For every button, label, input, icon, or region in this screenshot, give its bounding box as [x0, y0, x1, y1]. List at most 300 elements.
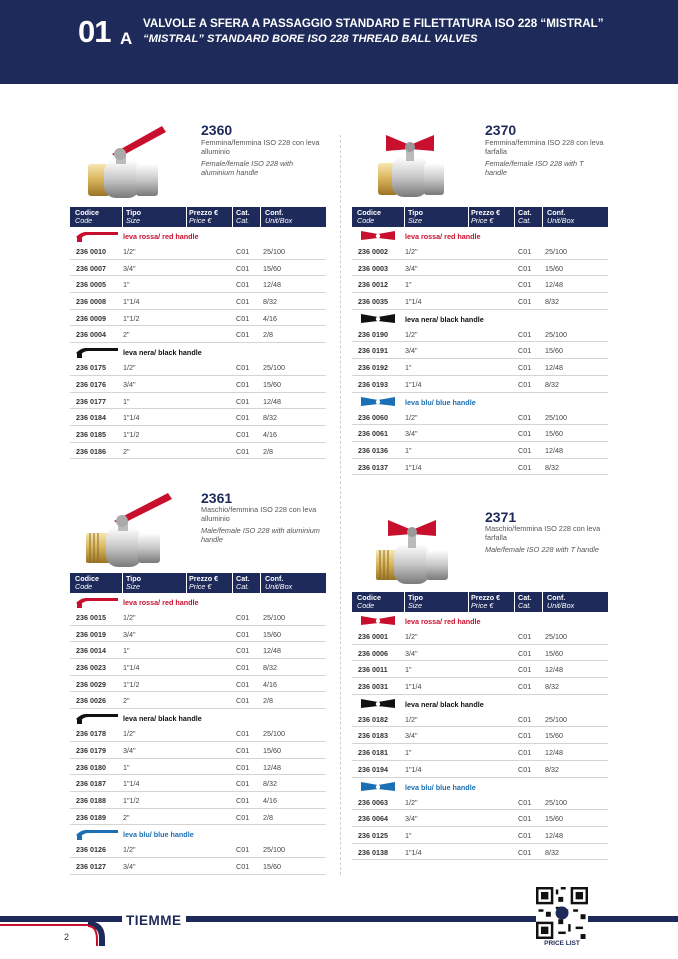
article-code: 236 0179 [76, 745, 106, 755]
price-table [70, 573, 326, 875]
table-row [70, 676, 326, 693]
unit-box: 15/60 [545, 263, 563, 273]
header-size [408, 594, 423, 610]
page-number: 2 [64, 932, 70, 942]
valve-photo-lever [82, 120, 172, 200]
size: 1"1/4 [405, 764, 422, 774]
size: 1" [123, 762, 130, 772]
size: 3/4" [405, 346, 418, 356]
product-description-italian: Femmina/femmina ISO 228 con leva alluminio [201, 138, 320, 156]
header-label: Tipo [408, 208, 424, 217]
header-label-english: Code [357, 601, 375, 610]
header-label-english: Unit/Box [547, 601, 575, 610]
article-code: 236 0014 [76, 646, 106, 656]
article-code: 236 0138 [358, 847, 388, 857]
table-row [352, 827, 608, 844]
header-label-english: Cat. [518, 216, 532, 225]
category: C01 [518, 797, 532, 807]
category: C01 [518, 814, 532, 824]
unit-box: 4/16 [263, 795, 277, 805]
size: 1"1/2 [123, 795, 140, 805]
unit-box: 15/60 [545, 814, 563, 824]
table-row [352, 761, 608, 778]
size: 1"1/2 [123, 679, 140, 689]
table-row [70, 293, 326, 310]
handle-group-label: leva nera/ black handle [123, 348, 202, 358]
table-row [352, 794, 608, 811]
category: C01 [236, 812, 250, 822]
table-row [70, 426, 326, 443]
header-label: Codice [75, 574, 99, 583]
category: C01 [236, 779, 250, 789]
table-row [352, 260, 608, 277]
table-row [352, 844, 608, 861]
header-separator [404, 592, 405, 612]
unit-box: 4/16 [263, 429, 277, 439]
unit-box: 25/100 [545, 632, 567, 641]
header-label: Tipo [126, 208, 142, 217]
page-title-italian: VALVOLE A SFERA A PASSAGGIO STANDARD E FILETTATURA ISO 228 “MISTRAL” [143, 17, 604, 30]
category: C01 [518, 648, 532, 658]
table-row [70, 792, 326, 809]
header-code [357, 209, 381, 225]
category: C01 [236, 861, 250, 871]
unit-box: 25/100 [545, 247, 567, 256]
unit-box: 25/100 [545, 714, 567, 724]
size: 1"1/4 [405, 847, 422, 857]
unit-box: 12/48 [545, 830, 563, 840]
product-description-italian: Femmina/femmina ISO 228 con leva farfalla [485, 138, 604, 156]
table-header [352, 207, 608, 227]
category: C01 [518, 748, 532, 758]
header-label: Cat. [236, 208, 250, 217]
brand-logo [122, 912, 186, 928]
header-label: Cat. [518, 208, 532, 217]
table-row [70, 310, 326, 327]
category: C01 [518, 363, 532, 373]
article-code: 236 0005 [76, 280, 106, 290]
category: C01 [236, 280, 250, 290]
article-code: 236 0126 [76, 845, 106, 855]
table-row [70, 659, 326, 676]
product-code: 2370 [485, 122, 517, 138]
product-code: 2361 [201, 490, 233, 506]
section-number: 01 [78, 14, 111, 49]
header-separator [122, 573, 123, 593]
header-label-english: Size [408, 601, 422, 610]
header-size [126, 575, 141, 591]
article-code: 236 0031 [358, 682, 388, 692]
header-box [547, 209, 574, 225]
product-description-english: Female/female ISO 228 with T handle [485, 159, 584, 177]
size: 1/2" [123, 363, 136, 373]
category: C01 [236, 379, 250, 389]
table-row [352, 678, 608, 695]
product-description-italian: Maschio/femmina ISO 228 con leva farfalla [485, 524, 601, 542]
article-code: 236 0061 [358, 429, 388, 439]
header-label-english: Cat. [518, 601, 532, 610]
unit-box: 25/100 [263, 845, 285, 855]
table-row [70, 443, 326, 460]
category: C01 [518, 830, 532, 840]
header-cat [236, 209, 250, 225]
handle-group-label: leva rossa/ red handle [123, 232, 199, 241]
header-label-english: Size [408, 216, 422, 225]
header-separator [260, 573, 261, 593]
article-code: 236 0063 [358, 797, 388, 807]
handle-group-label: leva nera/ black handle [123, 714, 202, 724]
article-code: 236 0035 [358, 297, 388, 307]
table-row [352, 661, 608, 678]
footer-accent-line [0, 924, 90, 926]
unit-box: 15/60 [263, 745, 281, 755]
unit-box: 15/60 [545, 648, 563, 658]
size: 1"1/4 [123, 297, 140, 307]
size: 1/2" [405, 247, 418, 256]
article-code: 236 0007 [76, 263, 106, 273]
header-label-english: Code [75, 216, 93, 225]
table-row [70, 393, 326, 410]
header-box [547, 594, 574, 610]
article-code: 236 0176 [76, 379, 106, 389]
unit-box: 12/48 [545, 280, 563, 290]
unit-box: 12/48 [263, 762, 281, 772]
unit-box: 15/60 [263, 861, 281, 871]
category: C01 [236, 679, 250, 689]
section-letter: A [120, 29, 133, 48]
table-row [70, 260, 326, 277]
article-code: 236 0003 [358, 263, 388, 273]
header-label-english: Unit/Box [547, 216, 575, 225]
size: 3/4" [123, 263, 136, 273]
table-row [352, 459, 608, 476]
article-code: 236 0002 [358, 247, 388, 256]
size: 2" [123, 696, 130, 706]
header-separator [186, 207, 187, 227]
unit-box: 12/48 [545, 363, 563, 373]
category: C01 [518, 714, 532, 724]
column-divider [340, 135, 341, 875]
header-separator [514, 207, 515, 227]
header-label: Prezzo € [471, 593, 501, 602]
article-code: 236 0060 [358, 412, 388, 422]
size: 1/2" [123, 729, 136, 739]
size: 1" [123, 396, 130, 406]
unit-box: 25/100 [263, 247, 285, 256]
table-row [352, 359, 608, 376]
header-price [471, 209, 500, 225]
handle-group [70, 343, 326, 359]
article-code: 236 0012 [358, 280, 388, 290]
unit-box: 2/8 [263, 446, 273, 456]
page-title-english: “MISTRAL” STANDARD BORE ISO 228 THREAD BALL VALVES [143, 33, 478, 45]
header-separator [260, 207, 261, 227]
table-row [352, 409, 608, 426]
table-row [352, 727, 608, 744]
table-row [70, 243, 326, 260]
table-row [352, 243, 608, 260]
article-code: 236 0127 [76, 861, 106, 871]
unit-box: 12/48 [545, 748, 563, 758]
article-code: 236 0177 [76, 396, 106, 406]
handle-group [352, 393, 608, 409]
unit-box: 12/48 [545, 665, 563, 675]
size: 1" [123, 280, 130, 290]
size: 1/2" [405, 329, 418, 339]
table-row [70, 858, 326, 875]
article-code: 236 0193 [358, 379, 388, 389]
category: C01 [236, 845, 250, 855]
unit-box: 25/100 [545, 797, 567, 807]
unit-box: 25/100 [545, 412, 567, 422]
article-code: 236 0188 [76, 795, 106, 805]
article-code: 236 0187 [76, 779, 106, 789]
header-separator [404, 207, 405, 227]
category: C01 [236, 745, 250, 755]
size: 3/4" [123, 379, 136, 389]
header-label-english: Price € [471, 601, 494, 610]
size: 1"1/2 [123, 429, 140, 439]
handle-group-label: leva rossa/ red handle [123, 598, 199, 607]
article-code: 236 0194 [358, 764, 388, 774]
unit-box: 8/32 [263, 663, 277, 673]
header-label-english: Size [126, 582, 140, 591]
unit-box: 15/60 [263, 379, 281, 389]
category: C01 [236, 330, 250, 340]
size: 1" [405, 665, 412, 675]
article-code: 236 0192 [358, 363, 388, 373]
unit-box: 8/32 [545, 764, 559, 774]
handle-group-label: leva nera/ black handle [405, 314, 484, 324]
table-row [352, 376, 608, 393]
header-label-english: Unit/Box [265, 582, 293, 591]
product-description-english: Female/female ISO 228 with aluminium handle [201, 159, 294, 177]
header-size [126, 209, 141, 225]
product-code: 2371 [485, 509, 517, 525]
unit-box: 8/32 [545, 847, 559, 857]
article-code: 236 0137 [358, 462, 388, 472]
handle-group [352, 695, 608, 711]
article-code: 236 0011 [358, 665, 388, 675]
header-cat [518, 209, 532, 225]
article-code: 236 0183 [358, 731, 388, 741]
table-row [70, 376, 326, 393]
size: 1"1/4 [405, 462, 422, 472]
header-code [75, 575, 99, 591]
article-code: 236 0186 [76, 446, 106, 456]
handle-group [352, 310, 608, 326]
article-code: 236 0026 [76, 696, 106, 706]
unit-box: 2/8 [263, 812, 273, 822]
product-description-italian: Maschio/femmina ISO 228 con leva alluminio [201, 505, 317, 523]
table-row [70, 725, 326, 742]
header-price [189, 575, 218, 591]
unit-box: 12/48 [545, 445, 563, 455]
header-separator [468, 207, 469, 227]
article-code: 236 0029 [76, 679, 106, 689]
table-row [352, 326, 608, 343]
table-row [352, 293, 608, 310]
handle-group-label: leva blu/ blue handle [123, 830, 194, 840]
header-cat [518, 594, 532, 610]
size: 2" [123, 812, 130, 822]
unit-box: 8/32 [545, 379, 559, 389]
valve-photo-butterfly [372, 508, 454, 588]
product-code: 2360 [201, 122, 233, 138]
qr-code-icon[interactable] [536, 887, 588, 939]
article-code: 236 0189 [76, 812, 106, 822]
article-code: 236 0010 [76, 247, 106, 256]
size: 1/2" [123, 613, 136, 622]
size: 3/4" [123, 745, 136, 755]
article-code: 236 0182 [358, 714, 388, 724]
category: C01 [236, 363, 250, 373]
header-label-english: Price € [189, 582, 212, 591]
size: 1" [123, 646, 130, 656]
unit-box: 8/32 [545, 682, 559, 692]
unit-box: 2/8 [263, 696, 273, 706]
size: 1" [405, 280, 412, 290]
category: C01 [518, 379, 532, 389]
article-code: 236 0191 [358, 346, 388, 356]
unit-box: 8/32 [263, 413, 277, 423]
size: 1"1/4 [123, 413, 140, 423]
unit-box: 8/32 [263, 779, 277, 789]
header-code [75, 209, 99, 225]
category: C01 [518, 847, 532, 857]
table-header [70, 573, 326, 593]
table-row [70, 642, 326, 659]
size: 3/4" [405, 263, 418, 273]
table-row [70, 742, 326, 759]
header-box [265, 209, 292, 225]
unit-box: 15/60 [545, 731, 563, 741]
category: C01 [518, 682, 532, 692]
header-separator [186, 573, 187, 593]
table-row [352, 628, 608, 645]
unit-box: 8/32 [263, 297, 277, 307]
header-label: Codice [357, 208, 381, 217]
category: C01 [236, 297, 250, 307]
size: 1"1/4 [405, 682, 422, 692]
unit-box: 4/16 [263, 313, 277, 323]
size: 3/4" [123, 861, 136, 871]
category: C01 [236, 413, 250, 423]
category: C01 [236, 663, 250, 673]
table-row [352, 810, 608, 827]
category: C01 [236, 313, 250, 323]
size: 1/2" [123, 247, 136, 256]
size: 3/4" [123, 629, 136, 639]
unit-box: 12/48 [263, 396, 281, 406]
price-table [70, 207, 326, 459]
header-separator [542, 592, 543, 612]
category: C01 [236, 446, 250, 456]
unit-box: 15/60 [263, 263, 281, 273]
unit-box: 15/60 [545, 429, 563, 439]
size: 1"1/4 [123, 779, 140, 789]
table-row [70, 809, 326, 826]
size: 2" [123, 330, 130, 340]
category: C01 [236, 396, 250, 406]
header-price [471, 594, 500, 610]
table-row [352, 442, 608, 459]
table-row [70, 276, 326, 293]
price-list-label: PRICE LIST [544, 940, 580, 947]
article-code: 236 0175 [76, 363, 106, 373]
article-code: 236 0008 [76, 297, 106, 307]
category: C01 [518, 280, 532, 290]
table-row [352, 711, 608, 728]
unit-box: 15/60 [263, 629, 281, 639]
category: C01 [236, 429, 250, 439]
header-label: Tipo [408, 593, 424, 602]
category: C01 [236, 629, 250, 639]
header-separator [232, 207, 233, 227]
article-code: 236 0064 [358, 814, 388, 824]
header-price [189, 209, 218, 225]
handle-group-label: leva nera/ black handle [405, 699, 484, 709]
category: C01 [518, 731, 532, 741]
header-separator [514, 592, 515, 612]
header-label-english: Cat. [236, 582, 250, 591]
size: 3/4" [405, 648, 418, 658]
category: C01 [518, 445, 532, 455]
category: C01 [518, 263, 532, 273]
category: C01 [236, 646, 250, 656]
header-label-english: Price € [189, 216, 212, 225]
size: 1" [405, 363, 412, 373]
table-row [70, 692, 326, 709]
size: 2" [123, 446, 130, 456]
header-label: Conf. [547, 593, 566, 602]
category: C01 [518, 329, 532, 339]
product-description-english: Male/female ISO 228 with T handle [485, 545, 599, 554]
category: C01 [236, 263, 250, 273]
header-code [357, 594, 381, 610]
header-separator [232, 573, 233, 593]
header-label: Tipo [126, 574, 142, 583]
article-code: 236 0001 [358, 632, 388, 641]
header-label-english: Code [75, 582, 93, 591]
table-header [70, 207, 326, 227]
handle-group [70, 593, 326, 609]
header-label-english: Unit/Box [265, 216, 293, 225]
page-header [0, 0, 678, 84]
table-row [70, 609, 326, 626]
brand-name: TIEMME [126, 913, 182, 928]
category: C01 [236, 729, 250, 739]
handle-group [70, 825, 326, 841]
table-row [352, 744, 608, 761]
header-separator [122, 207, 123, 227]
unit-box: 2/8 [263, 330, 273, 340]
header-separator [468, 592, 469, 612]
category: C01 [236, 696, 250, 706]
article-code: 236 0184 [76, 413, 106, 423]
header-label-english: Cat. [236, 216, 250, 225]
category: C01 [236, 762, 250, 772]
size: 1" [405, 445, 412, 455]
article-code: 236 0019 [76, 629, 106, 639]
size: 1"1/4 [405, 379, 422, 389]
price-table [352, 207, 608, 475]
size: 1/2" [405, 632, 418, 641]
article-code: 236 0178 [76, 729, 106, 739]
article-code: 236 0136 [358, 445, 388, 455]
category: C01 [518, 665, 532, 675]
header-label-english: Size [126, 216, 140, 225]
